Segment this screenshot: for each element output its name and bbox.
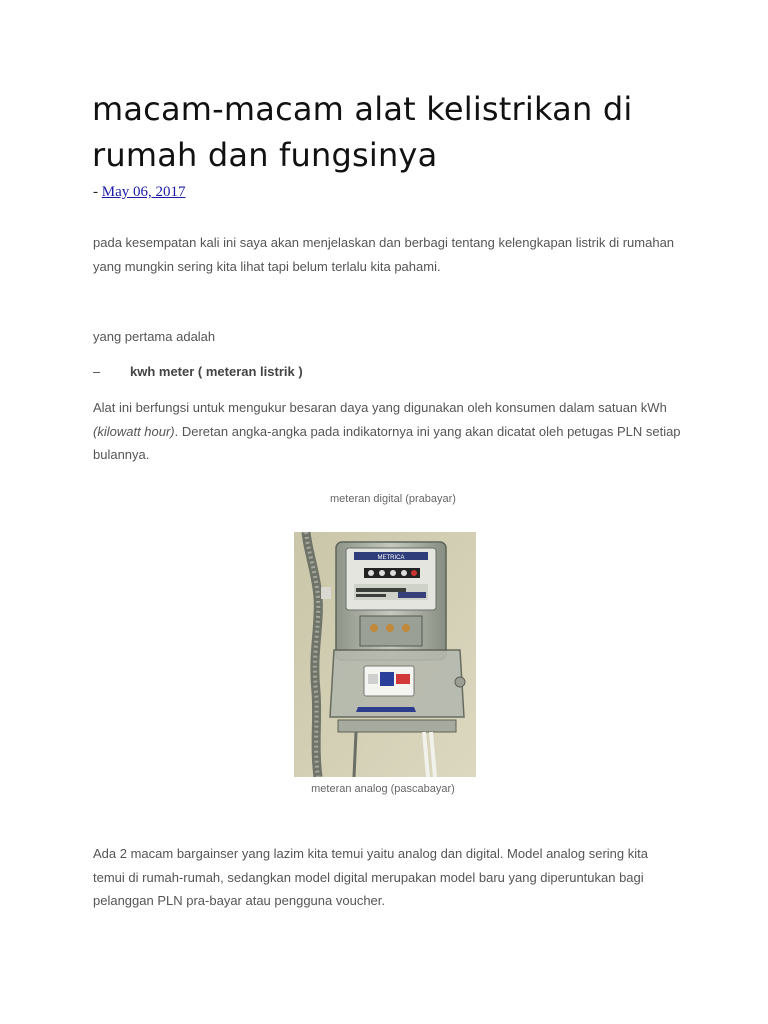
post-date-link[interactable]: May 06, 2017 <box>101 184 186 200</box>
post-dateline <box>93 184 186 201</box>
desc-italic-term: (kilowatt hour) <box>93 423 175 439</box>
date-prefix: - <box>93 184 98 200</box>
caption-digital-meter: meteran digital (prabayar) <box>330 493 456 505</box>
meter-brand-label: METRICA <box>377 555 405 561</box>
kwh-description-paragraph <box>93 396 683 467</box>
bullet-dash: – <box>93 364 101 379</box>
intro-paragraph: pada kesempatan kali ini saya akan menjelaskan dan berbagi tentang kelengkapan listrik di rumahan yang mungkin sering kita lihat tapi belum terlalu kita pahami. <box>93 235 675 274</box>
closing-paragraph: Ada 2 macam bargainser yang lazim kita temui yaitu analog dan digital. Model analog sering kita temui di rumah-rumah, sedangkan model digital merupakan model baru yang diperuntukan bagi pelanggan PLN pra-bayar atau pengguna voucher. <box>93 846 648 908</box>
bullet-item-kwh-meter <box>93 360 303 383</box>
first-item-intro: yang pertama adalah <box>93 329 216 344</box>
desc-text-1: Alat ini berfungsi untuk mengukur besaran daya yang digunakan oleh konsumen dalam satuan kWh <box>93 400 667 415</box>
post-title: macam-macam alat kelistrikan di rumah dan fungsinya <box>92 90 633 174</box>
caption-analog-meter: meteran analog (pascabayar) <box>311 783 455 795</box>
desc-text-2: . Deretan angka-angka pada indikatornya ini yang akan dicatat oleh petugas PLN setiap bulannya. <box>93 423 681 462</box>
kwh-meter-photo <box>294 532 476 777</box>
bullet-label: kwh meter ( meteran listrik ) <box>130 364 303 379</box>
